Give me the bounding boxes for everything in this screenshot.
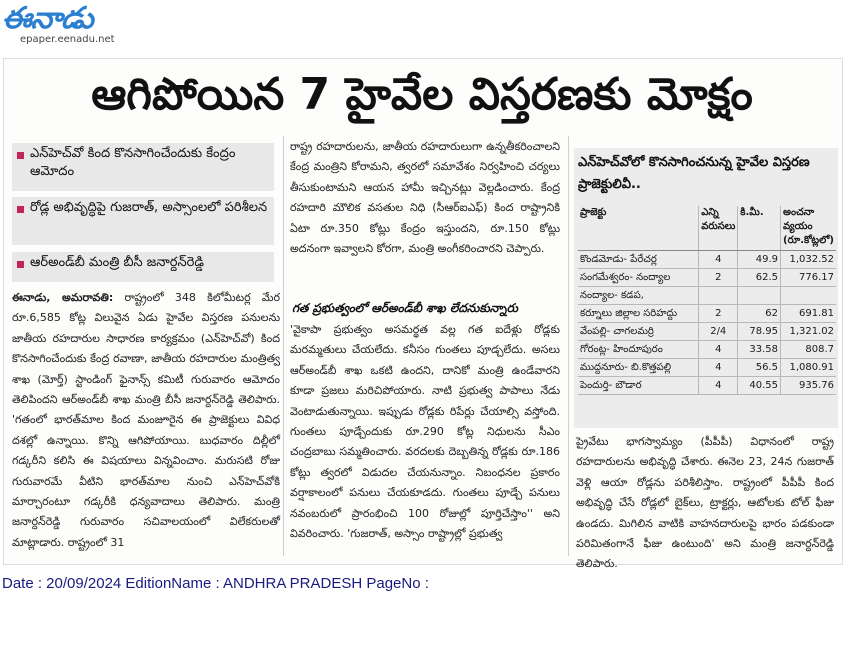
projects-table	[578, 206, 836, 395]
header-cost: అంచనా వ్యయం (రూ.కోట్లలో)	[781, 206, 836, 251]
article-column-1	[12, 288, 280, 556]
cell-lanes: 4	[699, 251, 738, 269]
bullet-icon	[17, 206, 24, 213]
cell-project: గోరంట్ల- హిందూపురం	[578, 341, 699, 359]
column-divider	[568, 136, 569, 556]
cell-lanes: 4	[699, 377, 738, 395]
table-row	[578, 359, 836, 377]
footer-metadata: Date : 20/09/2024 EditionName : ANDHRA PRADESH PageNo :	[2, 575, 429, 592]
logo-url: epaper.eenadu.net	[20, 34, 115, 45]
table-row	[578, 323, 836, 341]
cell-lanes: 2/4	[699, 323, 738, 341]
highlight-text: ఆర్‌అండ్‌బీ మంత్రి బీసీ జనార్దన్‌రెడ్డి	[30, 255, 204, 270]
cell-km: 33.58	[738, 341, 781, 359]
highlight-1	[12, 143, 274, 191]
cell-cost: 1,321.02	[781, 323, 836, 341]
highlight-text: ఎన్‌హెచ్‌వో కింద కొనసాగించేందుకు కేంద్రం ఆమోదం	[30, 146, 236, 179]
highlight-3	[12, 252, 274, 282]
table-row	[578, 269, 836, 287]
cell-cost: 808.7	[781, 341, 836, 359]
highlight-2	[12, 197, 274, 245]
cell-project: కర్నూలు జిల్లాల సరిహద్దు	[578, 305, 699, 323]
cell-km: 40.55	[738, 377, 781, 395]
cell-project: ముద్దనూరు- బి.కొత్తపల్లి	[578, 359, 699, 377]
logo-wordmark: ఈనాడు	[2, 1, 93, 36]
table-row	[578, 341, 836, 359]
cell-km: 62	[738, 305, 781, 323]
table-row	[578, 251, 836, 269]
cell-km: 78.95	[738, 323, 781, 341]
header-km: కి.మీ.	[738, 206, 781, 251]
cell-lanes: 2	[699, 269, 738, 287]
cell-km: 49.9	[738, 251, 781, 269]
table-row	[578, 305, 836, 323]
table-header-row	[578, 206, 836, 251]
article-column-2-continued: 'వైకాపా ప్రభుత్వం అసమర్థత వల్ల గత ఐదేళ్లు రోడ్లకు మరమ్మతులు చేయలేదు. కనీసం గుంతలు పూడ్చలేదు. అసలు ఆర్‌అండ్‌బీ శాఖ ఒకటి ఉందని, దానికో మంత్రి ఉండేవారని కూడా ప్రజలు మరిచిపోయారు. నాటి ప్రభుత్వ పాపాలు నేడు వెంటాడుతున్నాయి. ఇప్పుడు రోడ్లకు రిపేర్లు చేయాల్సి వస్తోంది. గుంతలు పూడ్చేందుకు రూ.290 కోట్ల నిధులను సీఎం చంద్రబాబు సమ్మతించారు. వరదలకు దెబ్బతిన్న రోడ్లకు రూ.186 కోట్లు త్వరలో విడుదల చేయనున్నాం. నిబంధనల ప్రకారం వర్షాకాలంలో పనులు చేయకూడదు. గుంతలు పూడ్చే పనులు నవంబరులో ప్రారంభించి 100 రోజుల్లో పూర్తిచేస్తాం'' అని వివరించారు. 'గుజరాత్, అస్సాం రాష్ట్రాల్లో ప్రభుత్వ	[290, 323, 560, 541]
cell-project: కొండమోడు- పేరేచర్ల	[578, 251, 699, 269]
cell-project: పెందుర్తి- బౌడార	[578, 377, 699, 395]
cell-lanes	[699, 287, 738, 305]
subheading: గత ప్రభుత్వంలో ఆర్‌అండ్‌బీ శాఖ లేదనుకున్నారు	[292, 301, 518, 315]
cell-project: వేంపల్లి- చాగలమర్రి	[578, 323, 699, 341]
eenadu-logo	[2, 2, 132, 52]
cell-cost: 776.17	[781, 269, 836, 287]
article-column-3: ప్రైవేటు భాగస్వామ్యం (పీపీపీ) విధానంలో రాష్ట్ర రహదారులను అభివృద్ధి చేశారు. ఈనెల 23, 24న గుజరాత్ వెళ్లి ఆయా రోడ్లను పరిశీలిస్తాం. రాష్ట్రంలో పీపీపీ కింద అభివృద్ధి చేసే రోడ్లలో బైక్‌లు, ట్రాక్టర్లు, ఆటోలకు టోల్ ఫీజు ఉండదు. మిగిలిన వాటికి వాహనదారులపై భారం పడకుండా పరిమితంగానే ఫీజు ఉంటుంది' అని మంత్రి జనార్దన్‌రెడ్డి తెలిపారు.	[576, 435, 834, 571]
cell-km	[738, 287, 781, 305]
table-row	[578, 287, 836, 305]
header-project: ప్రాజెక్టు	[578, 206, 699, 251]
cell-lanes: 4	[699, 341, 738, 359]
cell-cost: 1,080.91	[781, 359, 836, 377]
cell-project: సంగమేశ్వరం- నంద్యాల	[578, 269, 699, 287]
cell-cost: 691.81	[781, 305, 836, 323]
column-divider	[283, 136, 284, 556]
cell-lanes: 4	[699, 359, 738, 377]
cell-cost	[781, 287, 836, 305]
cell-lanes: 2	[699, 305, 738, 323]
bullet-icon	[17, 261, 24, 268]
cell-cost: 935.76	[781, 377, 836, 395]
cell-km: 62.5	[738, 269, 781, 287]
cell-cost: 1,032.52	[781, 251, 836, 269]
header-lanes: ఎన్ని వరుసలు	[699, 206, 738, 251]
table-row	[578, 377, 836, 395]
highlight-text: రోడ్ల అభివృద్ధిపై గుజరాత్, అస్సాంలలో పరిశీలన	[30, 200, 268, 215]
article-column-2: రాష్ట్ర రహదారులను, జాతీయ రహదారులుగా ఉన్నతీకరించాలని కేంద్ర మంత్రిని కోరామని, త్వరలో సమావేశం నిర్వహించి చర్యలు తీసుకుంటామని ఆయన హామీ ఇచ్చినట్లు వెల్లడించారు. కేంద్ర రహదారి మౌలిక వసతుల నిధి (సీఆర్ఐఎఫ్) కింద రాష్ట్రానికి ఏటా రూ.350 కోట్లు కేంద్రం ఇస్తుందని, రూ.150 కోట్లు అదనంగా ఇవ్వాలని కోరగా, మంత్రి అంగీకరించారని చెప్పారు.	[290, 140, 560, 256]
headline: ఆగిపోయిన 7 హైవేల విస్తరణకు మోక్షం	[91, 69, 753, 120]
table-title: ఎన్‌హెచ్‌వోలో కొనసాగించనున్న హైవేల విస్తరణ ప్రాజెక్టులివీ..	[578, 155, 810, 192]
dateline: ఈనాడు, అమరావతి:	[12, 291, 114, 304]
column-1-text: రాష్ట్రంలో 348 కిలోమీటర్ల మేర రూ.6,585 కోట్ల విలువైన ఏడు హైవేల విస్తరణ పనులను జాతీయ రహదారుల సాధారణ కార్యక్రమం (ఎన్‌హెచ్‌వో) కింద కొనసాగించేందుకు కేంద్ర రవాణా, జాతీయ రహదారుల మంత్రిత్వ శాఖ (మోర్త్) స్టాండింగ్ ఫైనాన్స్ కమిటీ గురువారం ఆమోదం తెలిపిందని ఆర్‌అండ్‌బీ శాఖ మంత్రి బీసీ జనార్దన్‌రెడ్డి తెలిపారు. 'గతంలో భారత్‌మాల కింద మంజూరైన ఈ ప్రాజెక్టులు వివిధ దశల్లో ఉన్నాయి. కొన్ని ఆగిపోయాయి. బుధవారం దిల్లీలో గడ్కరీని కలిసి ఈ విషయాలు విన్నవించాం. మరుసటి రోజు గురువారమే వీటిని భారత్‌మాల నుంచి ఎన్‌హెచ్‌వోకి మార్చారంటూ గడ్కరీకి ధన్యవాదాలు తెలిపారు. మంత్రి జనార్దన్‌రెడ్డి గురువారం సచివాలయంలో విలేకరులతో మాట్లాడారు. రాష్ట్రంలో 31	[12, 291, 281, 549]
cell-km: 56.5	[738, 359, 781, 377]
cell-project: నంద్యాల- కడప,	[578, 287, 699, 305]
bullet-icon	[17, 152, 24, 159]
